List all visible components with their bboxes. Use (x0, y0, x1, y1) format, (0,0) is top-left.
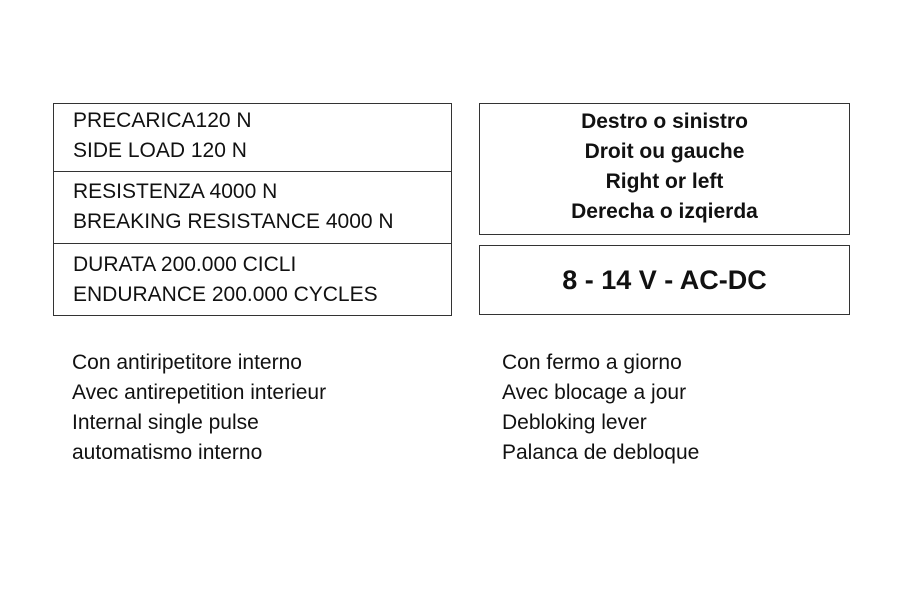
spec-preload-it: PRECARICA120 N (73, 109, 252, 132)
spec-endurance-en: ENDURANCE 200.000 CYCLES (73, 283, 378, 306)
direction-line-es: Derecha o izqierda (571, 200, 758, 223)
voltage-box (479, 245, 850, 315)
direction-line-fr: Droit ou gauche (584, 140, 745, 163)
feature-right-it: Con fermo a giorno (502, 351, 682, 374)
spec-endurance-it: DURATA 200.000 CICLI (73, 253, 297, 276)
feature-right-es: Palanca de debloque (502, 441, 700, 464)
direction-line-en: Right or left (605, 170, 724, 193)
spec-table (53, 103, 452, 316)
direction-box (479, 103, 850, 235)
feature-left-it: Con antiripetitore interno (72, 351, 302, 374)
features-left (72, 348, 326, 468)
spec-preload-en: SIDE LOAD 120 N (73, 139, 247, 162)
feature-right-fr: Avec blocage a jour (502, 381, 687, 404)
spec-row-endurance (54, 250, 451, 314)
feature-left-fr: Avec antirepetition interieur (72, 381, 327, 404)
spec-resistance-en: BREAKING RESISTANCE 4000 N (73, 210, 394, 233)
direction-line-it: Destro o sinistro (581, 110, 748, 133)
spec-row-preload (54, 106, 451, 172)
voltage-label: 8 - 14 V - AC-DC (562, 265, 767, 295)
spec-row-resistance (54, 176, 451, 244)
feature-right-en: Debloking lever (502, 411, 647, 434)
features-right (502, 348, 699, 468)
spec-resistance-it: RESISTENZA 4000 N (73, 180, 278, 203)
feature-left-es: automatismo interno (72, 441, 263, 464)
feature-left-en: Internal single pulse (72, 411, 259, 434)
